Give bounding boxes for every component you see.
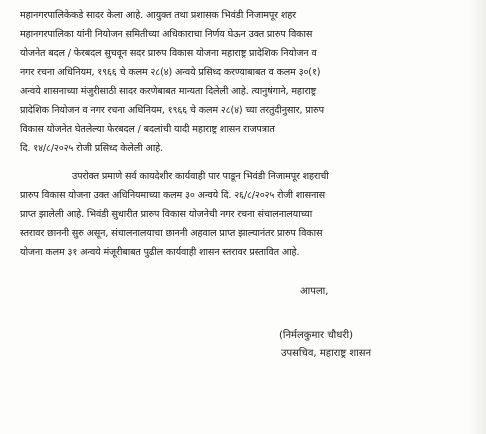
closing-text: आपला,	[300, 286, 329, 297]
text-line: विकास योजनेत घेतलेल्या फेरबदल / बदलांची यादी महाराष्ट्र शासन राजपत्रात	[20, 124, 275, 135]
text-line: महानगरपालिका यांनी नियोजन समितीच्या अधिकाराचा निर्णय घेऊन उक्त प्रारुप विकास	[20, 29, 313, 40]
text-line: योजनेत बदल / फेरबदल सुचवून सदर प्रारुप विकास योजना महाराष्ट्र प्रादेशिक नियोजन व	[20, 48, 317, 59]
text-line: प्रारुप विकास योजना उक्त अधिनियमाच्या कलम ३० अन्वये दि. २६/८/२०२५ रोजी शासनास	[20, 190, 325, 201]
text-line: दि. १४/८/२०२५ रोजी प्रसिध्द केलेली आहे.	[20, 143, 164, 154]
text-line: महानगरपालिकेकडे सादर केला आहे. आयुक्त तथा प्रशासक भिवंडी निजामपूर शहर	[20, 10, 296, 21]
text-line: प्रादेशिक नियोजन व नगर रचना अधिनियम, १९६६ चे कलम २८(४) च्या तरतुदीनुसार, प्रारुप	[20, 105, 324, 116]
signatory-name: (निर्मलकुमार चौधरी)	[279, 330, 353, 341]
scan-edge-shadow	[468, 0, 486, 434]
text-line: स्तरावर छाननी सुरु असून, संचालनालयाचा छाननी अहवाल प्राप्त झाल्यानंतर प्रारुप विकास	[20, 228, 323, 239]
text-line: उपरोक्त प्रमाणे सर्व कायदेशीर कार्यवाही पार पाडून भिवंडी निजामपूर शहराची	[72, 171, 329, 182]
signatory-designation: उपसचिव, महाराष्ट्र शासन	[281, 348, 372, 359]
text-line: अन्वये शासनाच्या मंजुरीसाठी सादर करणेबाबत मान्यता दिलेली आहे. त्यानुषंगाने, महाराष्ट्र	[20, 86, 317, 97]
text-line: प्राप्त झालेली आहे. भिवंडी सुधारीत प्रारुप विकास योजनेची नगर रचना संचालनालयाच्या	[20, 209, 313, 220]
text-line: नगर रचना अधिनियम, १९६६ चे कलम २८(४) अन्वये प्रसिध्द करण्याबाबत व कलम ३०(१)	[20, 67, 321, 78]
text-line: योजना कलम ३१ अन्वये मंजूरीबाबत पुढील कार्यवाही शासन स्तरावर प्रस्तावित आहे.	[20, 247, 300, 258]
